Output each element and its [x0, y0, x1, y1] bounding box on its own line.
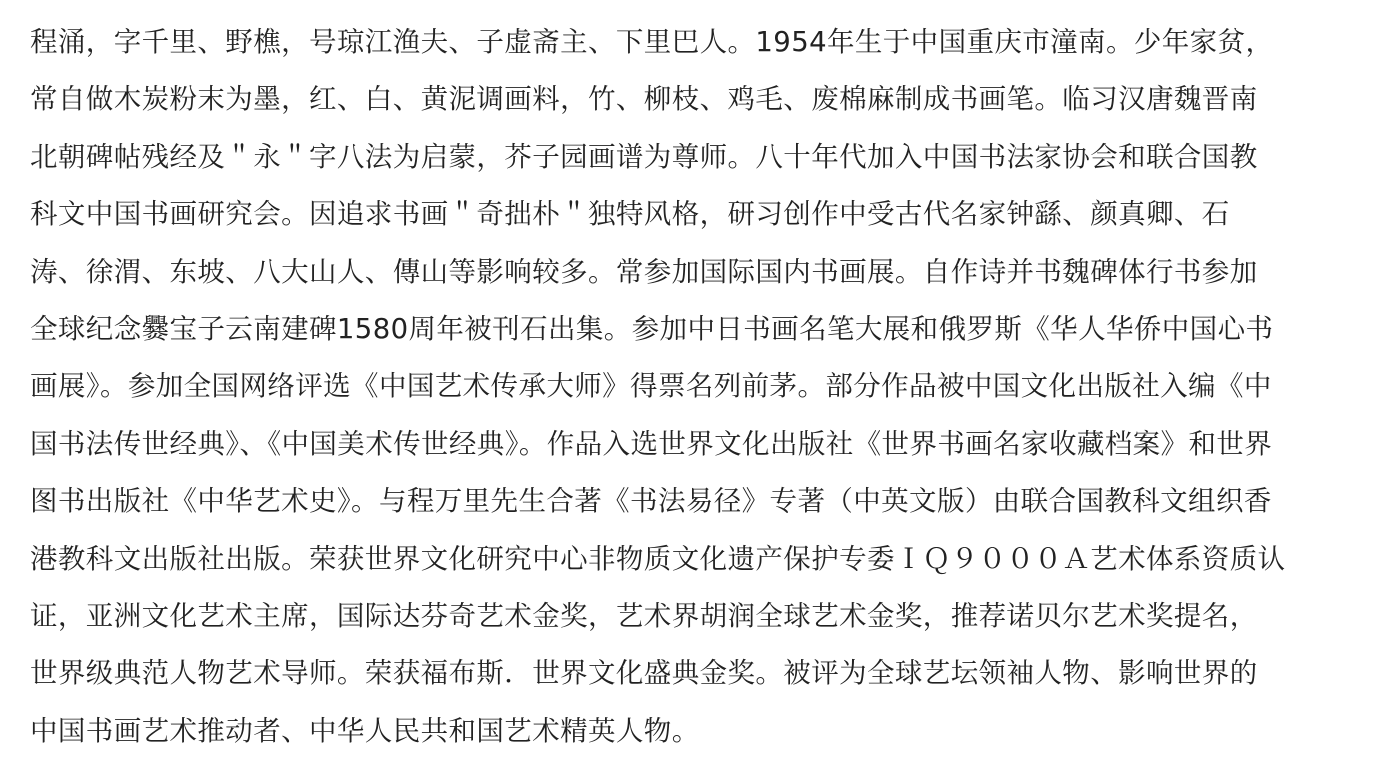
text-line: 中国书画艺术推动者、中华人民共和国艺术精英人物。 [30, 714, 700, 747]
text-line: 全球纪念爨宝子云南建碑1580周年被刊石出集。参加中日书画名笔大展和俄罗斯《华人华侨中国心书 [30, 312, 1274, 345]
text-line: 国书法传世经典》、《中国美术传世经典》。作品入选世界文化出版社《世界书画名家收藏档案》和世界 [30, 427, 1273, 460]
text-line: 常自做木炭粉末为墨，红、白、黄泥调画料，竹、柳枝、鸡毛、废棉麻制成书画笔。临习汉唐魏晋南 [30, 83, 1258, 116]
text-line: 证，亚洲文化艺术主席，国际达芬奇艺术金奖，艺术界胡润全球艺术金奖，推荐诺贝尔艺术奖提名， [30, 599, 1258, 632]
text-line: 科文中国书画研究会。因追求书画＂奇拙朴＂独特风格，研习创作中受古代名家钟繇、颜真卿、石 [30, 198, 1230, 231]
text-line: 世界级典范人物艺术导师。荣获福布斯．世界文化盛典金奖。被评为全球艺坛领袖人物、影响世界的 [30, 657, 1258, 690]
text-line: 画展》。参加全国网络评选《中国艺术传承大师》得票名列前茅。部分作品被中国文化出版社入编《中 [30, 370, 1272, 403]
text-line: 北朝碑帖残经及＂永＂字八法为启蒙，芥子园画谱为尊师。八十年代加入中国书法家协会和联合国教 [30, 140, 1258, 173]
text-line: 图书出版社《中华艺术史》。与程万里先生合著《书法易径》专著（中英文版）由联合国教科文组织香 [30, 485, 1272, 518]
text-line: 港教科文出版社出版。荣获世界文化研究中心非物质文化遗产保护专委ＩＱ９０００Ａ艺术体系资质认 [30, 542, 1286, 575]
text-line: 程涌，字千里、野樵，号琼江渔夫、子虚斋主、下里巴人。1954年生于中国重庆市潼南。少年家贫， [30, 26, 1274, 58]
text-line: 涛、徐渭、东坡、八大山人、傳山等影响较多。常参加国际国内书画展。自作诗并书魏碑体行书参加 [30, 255, 1258, 288]
